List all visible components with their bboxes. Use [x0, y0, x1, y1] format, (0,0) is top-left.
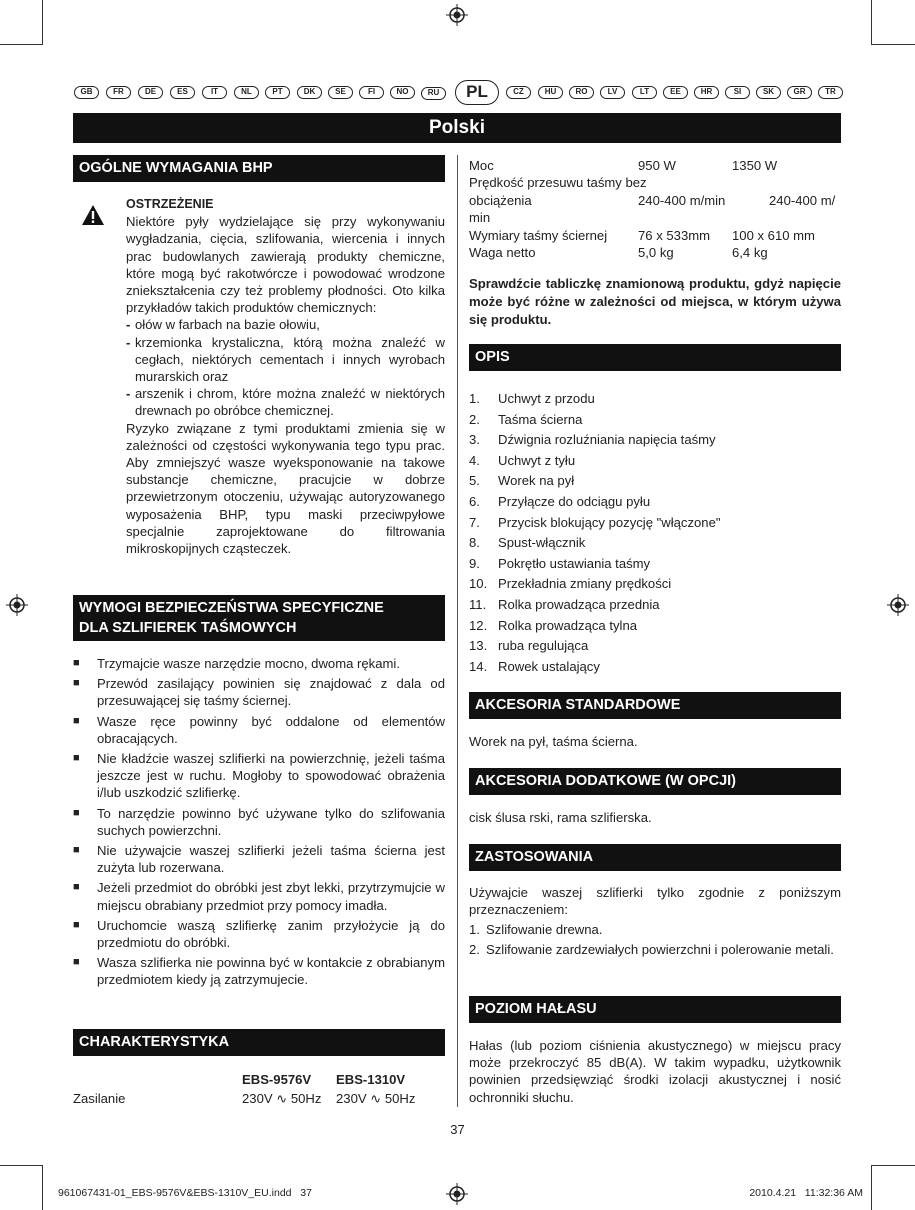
parts-list [469, 389, 841, 677]
section-heading-description: OPIS [469, 344, 841, 371]
list-item: 6. Przyłącze do odciągu pyłu [469, 493, 651, 509]
list-item: - ołów w farbach na bazie ołowiu, [126, 317, 320, 333]
spec-table-header [73, 1071, 445, 1108]
section-heading-general-safety: OGÓLNE WYMAGANIA BHP [73, 155, 445, 182]
crop-mark [42, 0, 43, 45]
spec-value: 240-400 m/ [769, 192, 836, 208]
lang-badge-pl[interactable]: PL [455, 80, 499, 105]
lang-badge-ee[interactable]: EE [663, 86, 688, 99]
lang-badge-no[interactable]: NO [390, 86, 415, 99]
spec-label: Wymiary taśmy ściernej [469, 227, 608, 243]
crop-mark [871, 0, 872, 45]
spec-label: Zasilanie [73, 1091, 126, 1107]
lang-badge-cz[interactable]: CZ [506, 86, 531, 99]
lang-badge-lv[interactable]: LV [600, 86, 625, 99]
optional-accessories-text: cisk ślusa rski, rama szlifierska. [469, 810, 652, 825]
spec-value: 76 x 533mm [638, 227, 711, 243]
crop-mark [0, 44, 43, 45]
lang-badge-it[interactable]: IT [202, 86, 227, 99]
list-item: ■ Uruchomcie waszą szlifierkę zanim przyłożycie ją do przedmiotu do obróbki. [73, 917, 445, 951]
lang-badge-fi[interactable]: FI [359, 86, 384, 99]
lang-badge-sk[interactable]: SK [756, 86, 781, 99]
lang-badge-dk[interactable]: DK [297, 86, 322, 99]
spec-label: obciążenia [469, 192, 532, 208]
section-heading-applications: ZASTOSOWANIA [469, 844, 841, 871]
crop-mark [42, 1165, 43, 1210]
spec-table [469, 157, 841, 261]
list-item: 2. Szlifowanie zardzewiałych powierzchni i polerowanie metali. [469, 941, 834, 957]
list-item: ■ Nie używajcie waszej szlifierki jeżeli taśma ścierna jest zużyta lub rozerwana. [73, 843, 445, 876]
section-heading-specific-safety: WYMOGI BEZPIECZEŃSTWA SPECYFICZNE DLA SZLIFIEREK TAŚMOWYCH [73, 595, 445, 641]
list-item: 2. Taśma ścierna [469, 411, 583, 427]
lang-badge-ro[interactable]: RO [569, 86, 594, 99]
registration-mark-icon [446, 4, 468, 26]
list-item: 9. Pokrętło ustawiania taśmy [469, 555, 651, 571]
list-item: 1. Uchwyt z przodu [469, 391, 595, 406]
list-item: 8. Spust-włącznik [469, 535, 586, 551]
registration-mark-icon [887, 594, 909, 616]
section-heading-characteristics: CHARAKTERYSTYKA [73, 1029, 445, 1056]
list-item: 4. Uchwyt z tyłu [469, 452, 576, 468]
spec-value: 950 W [638, 158, 676, 173]
list-item: 1. Szlifowanie drewna. [469, 922, 603, 938]
crop-mark [871, 1165, 872, 1210]
standard-accessories-text: Worek na pył, taśma ścierna. [469, 734, 638, 749]
list-item: ■ Wasza szlifierka nie powinna być w kontakcie z obrabianym przedmiotem kiedy ją zatrzymujecie. [73, 955, 445, 988]
lang-badge-hr[interactable]: HR [694, 86, 719, 99]
list-item: 12. Rolka prowadząca tylna [469, 617, 638, 633]
page-title: Polski [73, 113, 841, 143]
rating-plate-notice: Sprawdźcie tabliczkę znamionową produktu, gdyż napięcie może być różne w zależności od miejsca, w którym używa się produktu. [469, 276, 841, 327]
warning-title: OSTRZEŻENIE [126, 197, 214, 211]
spec-label: Prędkość przesuwu taśmy bez [469, 175, 647, 191]
warning-icon [81, 204, 105, 226]
registration-mark-icon [6, 594, 28, 616]
list-item: ■ Przewód zasilający powinien się znajdować z dala od przesuwającej się taśmy ściernej. [73, 676, 445, 709]
warning-intro: Niektóre pyły wydzielające się przy wykonywaniu wygładzania, cięcia, szlifowania, wiercenia i innych prac budowlanych zawierają produkty chemiczne, które mogą być rakotwórcze i powodować wrodzone zniekształcenia czy też problemy płodności. Oto kilka przykładów takich produktów chemicznych: [126, 214, 445, 316]
lang-badge-pt[interactable]: PT [265, 86, 290, 99]
lang-badge-hu[interactable]: HU [538, 86, 563, 99]
lang-badge-tr[interactable]: TR [818, 86, 843, 99]
registration-mark-icon [446, 1183, 468, 1205]
list-item: ■ Nie kładźcie waszej szlifierki na powierzchnię, jeżeli taśma jeszcze jest w ruchu. Mogłoby to spowodować obrażenia i/lub uszkodzić szlifierkę. [73, 751, 445, 801]
lang-badge-gb[interactable]: GB [74, 86, 99, 99]
crop-mark [871, 1165, 915, 1166]
lang-badge-de[interactable]: DE [138, 86, 163, 99]
spec-label: Moc [469, 158, 494, 173]
model-1-label: EBS-9576V [242, 1072, 312, 1087]
page-number: 37 [450, 1122, 465, 1137]
lang-badge-ru[interactable]: RU [421, 87, 446, 100]
spec-value: 230V ∿ 50Hz [336, 1091, 416, 1107]
crop-mark [871, 44, 915, 45]
list-item: ■ Wasze ręce powinny być oddalone od elementów obracających. [73, 713, 445, 746]
footer-file-info: 961067431-01_EBS-9576V&EBS-1310V_EU.indd 37 [58, 1187, 312, 1199]
list-item: ■ To narzędzie powinno być używane tylko do szlifowania suchych powierzchni. [73, 805, 445, 838]
section-heading-noise-level: POZIOM HAŁASU [469, 996, 841, 1023]
list-item: - krzemionka krystaliczna, którą można znaleźć w cegłach, niektórych cementach i innych wyrobach murarskich oraz [126, 334, 445, 385]
list-item: - arszenik i chrom, które można znaleźć w niektórych drewnach po obróbce chemicznej. [126, 386, 445, 419]
language-selector [74, 80, 844, 104]
lang-badge-gr[interactable]: GR [787, 86, 812, 99]
applications-intro: Używajcie waszej szlifierki tylko zgodnie z poniższym przeznaczeniem: [469, 885, 841, 918]
spec-value: 5,0 kg [638, 244, 674, 260]
spec-value: 100 x 610 mm [732, 227, 815, 243]
warning-outro: Ryzyko związane z tymi produktami zmienia się w zależności od częstości wykonywania tego typu prac. Aby zmniejszyć wasze wyeksponowanie na takowe substancje chemiczne, pracujcie w dobrze przewietrzonym otoczeniu, używając autoryzowanego wyposażenia BHP, typu maski przeciwpyłowe specjalnie zaprojektowane do filtrowania mikroskopijnych cząsteczek. [126, 420, 445, 557]
lang-badge-lt[interactable]: LT [632, 86, 657, 99]
list-item: 13. ruba regulująca [469, 638, 589, 654]
list-item: 7. Przycisk blokujący pozycję "włączone" [469, 514, 721, 530]
list-item: ■ Jeżeli przedmiot do obróbki jest zbyt lekki, przytrzymujcie w miejscu obrabiany przedmiot przy pomocy imadła. [73, 880, 445, 913]
list-item: 5. Worek na pył [469, 473, 575, 489]
column-divider [457, 155, 458, 1107]
list-item: ■ Trzymajcie wasze narzędzie mocno, dwoma rękami. [73, 656, 400, 671]
lang-badge-fr[interactable]: FR [106, 86, 131, 99]
applications-block [469, 884, 841, 958]
section-heading-optional-accessories: AKCESORIA DODATKOWE (W OPCJI) [469, 768, 841, 795]
noise-level-text: Hałas (lub poziom ciśnienia akustycznego) w miejscu pracy może przekroczyć 85 dB(A). W takim wypadku, użytkownik powinien przedsięwziąć środki izolacji akustycznej i nosić ochronniki słuchu. [469, 1038, 841, 1105]
specific-safety-list [73, 655, 445, 992]
lang-badge-nl[interactable]: NL [234, 86, 259, 99]
crop-mark [0, 1165, 43, 1166]
spec-value: 1350 W [732, 158, 778, 173]
lang-badge-se[interactable]: SE [328, 86, 353, 99]
section-heading-standard-accessories: AKCESORIA STANDARDOWE [469, 692, 841, 719]
model-2-label: EBS-1310V [336, 1072, 406, 1087]
lang-badge-si[interactable]: SI [725, 86, 750, 99]
spec-value: 6,4 kg [732, 244, 768, 260]
spec-value: 230V ∿ 50Hz [242, 1091, 322, 1107]
lang-badge-es[interactable]: ES [170, 86, 195, 99]
footer-timestamp: 2010.4.21 11:32:36 AM [749, 1187, 863, 1199]
list-item: 3. Dźwignia rozluźniania napięcia taśmy [469, 432, 716, 448]
list-item: 10. Przekładnia zmiany prędkości [469, 576, 672, 592]
list-item: 11. Rolka prowadząca przednia [469, 596, 660, 612]
list-item: 14. Rowek ustalający [469, 658, 600, 674]
spec-value: min [469, 210, 491, 226]
spec-label: Waga netto [469, 244, 536, 260]
spec-value: 240-400 m/min [638, 192, 726, 208]
